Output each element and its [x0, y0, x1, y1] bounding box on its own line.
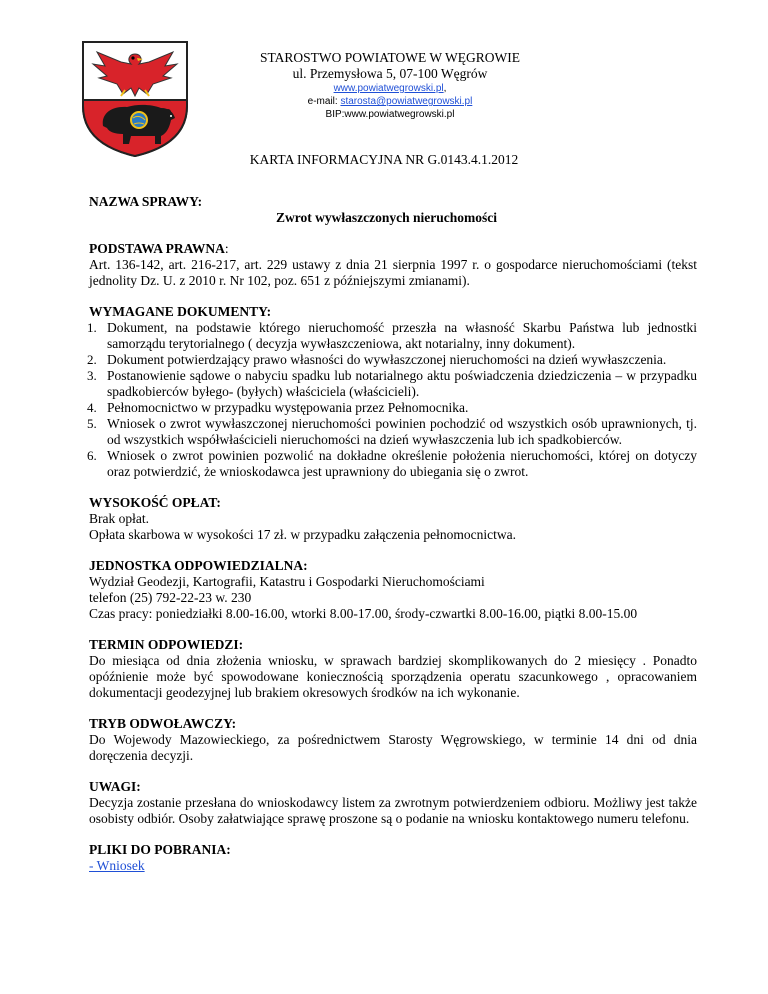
termin-heading: TERMIN ODPOWIEDZI: [89, 637, 244, 652]
email-link[interactable]: starosta@powiatwegrowski.pl [340, 96, 473, 107]
tryb-text: Do Wojewody Mazowieckiego, za pośrednictwem Starosty Węgrowskiego, w terminie 14 dni od dnia doręczenia decyzji. [89, 732, 697, 763]
oplaty-line-2: Opłata skarbowa w wysokości 17 zł. w przypadku załączenia pełnomocnictwa. [89, 527, 516, 542]
list-item: 4. Pełnomocnictwo w przypadku występowania przez Pełnomocnika. [87, 400, 469, 415]
pliki-heading: PLIKI DO POBRANIA: [89, 842, 231, 857]
section-dokumenty [89, 304, 697, 480]
section-oplaty [89, 495, 697, 543]
list-item: 6. Wniosek o zwrot powinien pozwolić na dokładne określenie położenia nieruchomości, której on dotyczy oraz potwierdzić, że wnioskodawca jest uprawniony do ubiegania się o zwrot. [87, 448, 697, 479]
tryb-heading: TRYB ODWOŁAWCZY: [89, 716, 237, 731]
bip-line: BIP:www.powiatwegrowski.pl [325, 109, 455, 120]
jednostka-hours: Czas pracy: poniedziałki 8.00-16.00, wtorki 8.00-17.00, środy-czwartki 8.00-16.00, piątki 8.00-15.00 [89, 606, 638, 621]
karta-title: KARTA INFORMACYJNA NR G.0143.4.1.2012 [249, 152, 519, 167]
nazwa-heading: NAZWA SPRAWY: [89, 194, 203, 209]
list-item: 1. Dokument, na podstawie którego nieruchomość przeszła na własność Skarbu Państwa lub jednostki samorządu terytorialnego ( decyzja wywłaszczeniowa, akt notarialny, inny dokument). [87, 320, 697, 351]
section-uwagi [89, 779, 697, 827]
list-item: 3. Postanowienie sądowe o nabyciu spadku lub notarialnego aktu poświadczenia dziedziczenia – w przypadku spadkobierców byłego- (byłych) właściciela (właścicieli). [87, 368, 697, 399]
documents-list [89, 320, 697, 480]
coat-of-arms-logo [81, 40, 189, 158]
uwagi-heading: UWAGI: [89, 779, 141, 794]
section-podstawa: PODSTAWA PRAWNA: Art. 136-142, art. 216-217, art. 229 ustawy z dnia 21 sierpnia 1997 r. o gospodarce nieruchomościami (tekst jednolity Dz. U. z 2010 r. Nr 102, poz. 651 z późniejszymi zmianami). [89, 241, 697, 288]
podstawa-text: Art. 136-142, art. 216-217, art. 229 ustawy z dnia 21 sierpnia 1997 r. o gospodarce nieruchomościami (tekst jednolity Dz. U. z 2010 r. Nr 102, poz. 651 z późniejszymi zmianami). [89, 257, 697, 288]
dokumenty-heading: WYMAGANE DOKUMENTY: [89, 304, 272, 319]
jednostka-heading: JEDNOSTKA ODPOWIEDZIALNA: [89, 558, 308, 573]
wniosek-download-link[interactable]: - Wniosek [89, 858, 145, 873]
letterhead [240, 50, 540, 121]
list-item: 5. Wniosek o zwrot wywłaszczonej nieruchomości powinien pochodzić od wszystkich osób uprawnionych, tj. od wszystkich współwłaścicieli nieruchomości na dzień wywłaszczenia lub ich spadkobierców. [87, 416, 697, 447]
list-item: 2. Dokument potwierdzający prawo własności do wywłaszczonej nieruchomości na dzień wywłaszczenia. [87, 352, 667, 367]
uwagi-text: Decyzja zostanie przesłana do wnioskodawcy listem za zwrotnym potwierdzeniem odbioru. Możliwy jest także osobisty odbiór. Osoby załatwiające sprawę proszone są o podanie na wniosku kontaktowego numeru telefonu. [89, 795, 697, 826]
office-address: ul. Przemysłowa 5, 07-100 Węgrów [292, 66, 488, 81]
section-pliki [89, 842, 697, 874]
email-line [240, 95, 540, 108]
oplaty-line-1: Brak opłat. [89, 511, 149, 526]
jednostka-department: Wydział Geodezji, Kartografii, Katastru i Gospodarki Nieruchomościami [89, 574, 485, 589]
section-termin [89, 637, 697, 701]
case-subject: Zwrot wywłaszczonych nieruchomości [276, 210, 497, 225]
website-link[interactable]: www.powiatwegrowski.pl [333, 83, 444, 94]
termin-text: Do miesiąca od dnia złożenia wniosku, w sprawach bardziej skomplikowanych do 2 miesięcy . Ponadto opóźnienie może być spowodowane koniecznością sporządzenia operatu szacunkowego , opracowaniem dokumentacji geodezyjnej lub brakiem okresowych środków na ich wykonanie. [89, 653, 697, 700]
section-tryb [89, 716, 697, 764]
section-nazwa [89, 194, 697, 226]
office-name: STAROSTWO POWIATOWE W WĘGROWIE [259, 50, 521, 65]
oplaty-heading: WYSOKOŚĆ OPŁAT: [89, 495, 221, 510]
website-line: www.powiatwegrowski.pl, [333, 83, 447, 94]
document-body [89, 194, 697, 874]
email-label: e-mail: [307, 96, 341, 107]
section-jednostka [89, 558, 697, 622]
jednostka-phone: telefon (25) 792-22-23 w. 230 [89, 590, 252, 605]
podstawa-heading: PODSTAWA PRAWNA [89, 241, 225, 256]
